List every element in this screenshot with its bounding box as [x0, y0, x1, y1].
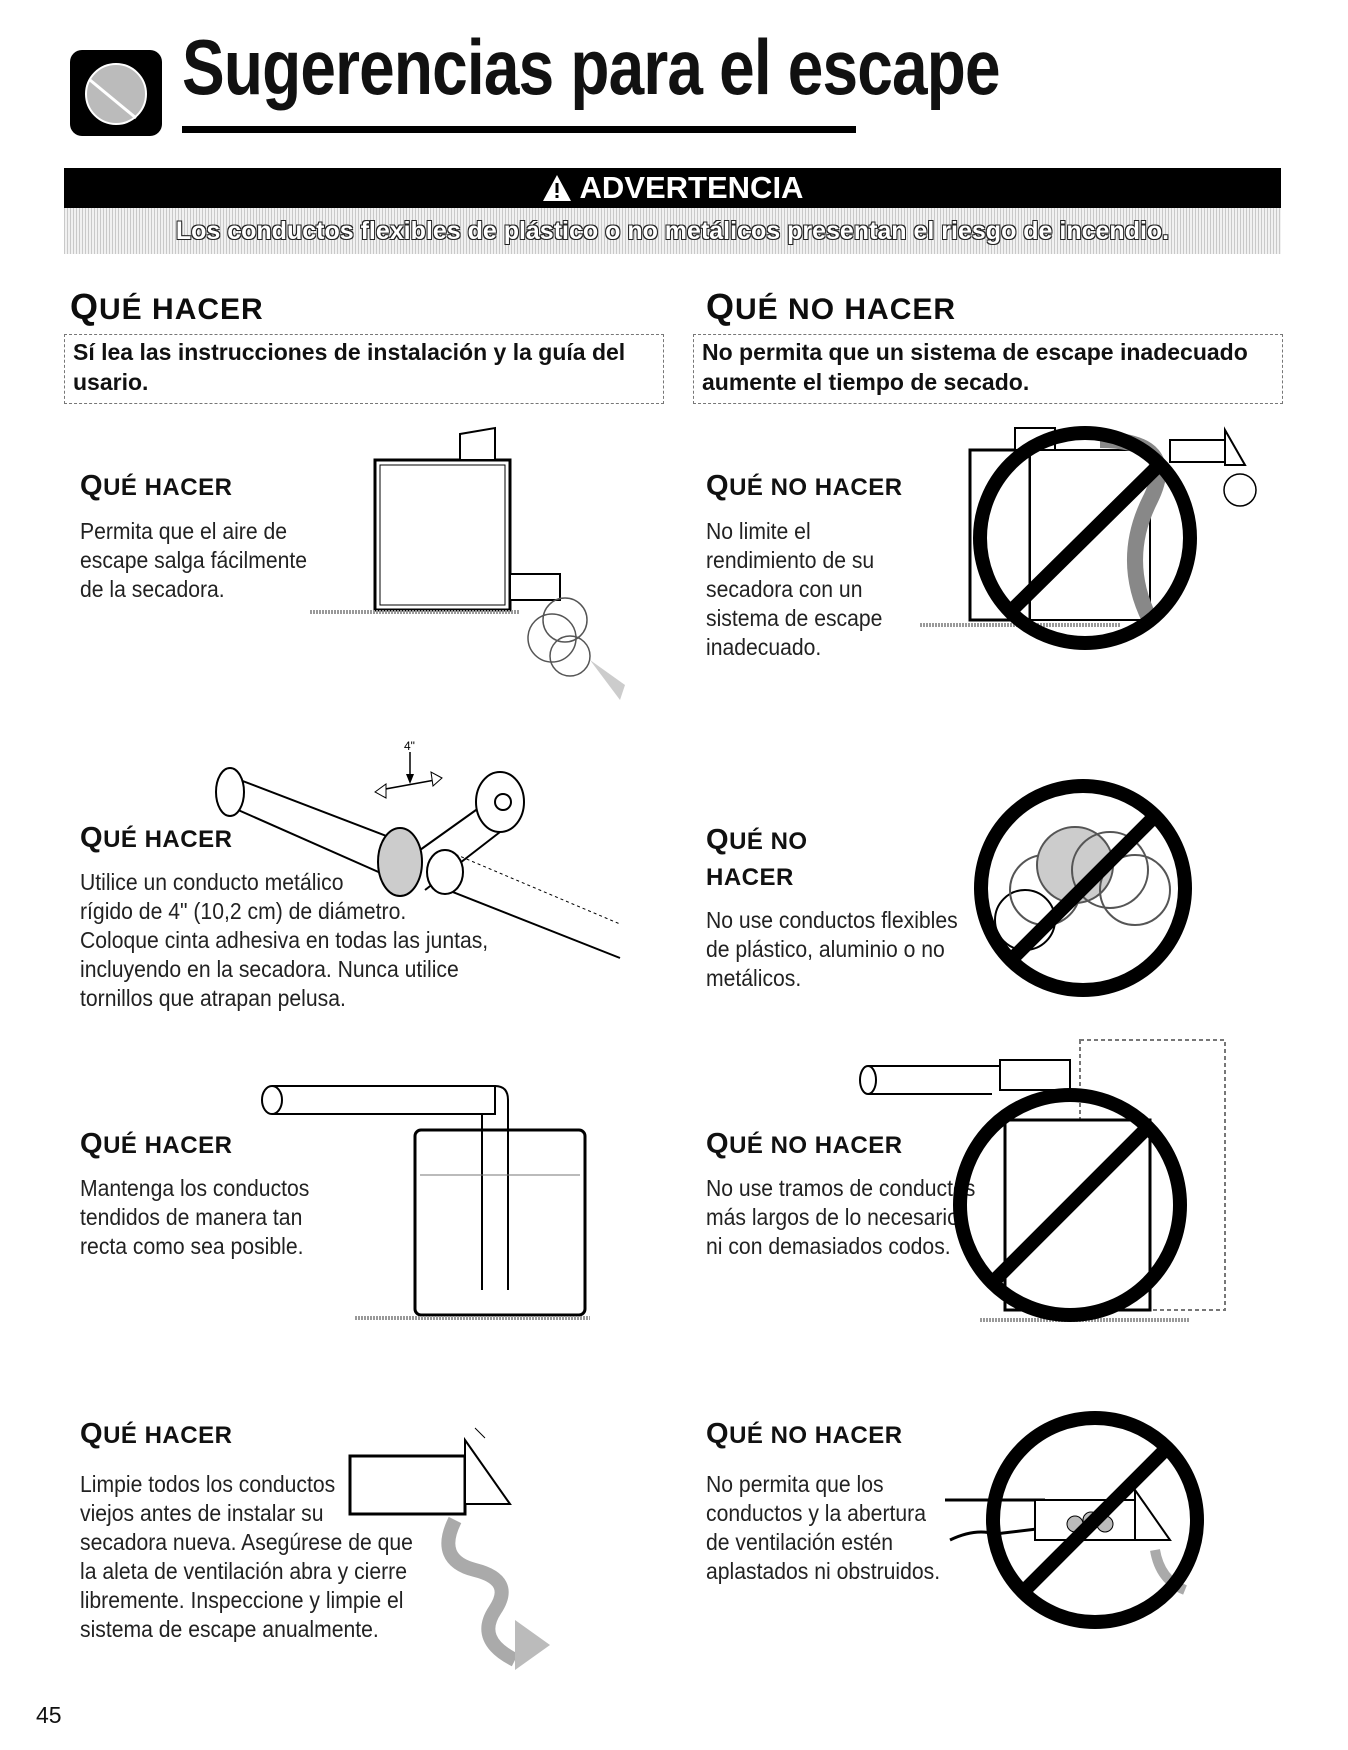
- dont-item-3-heading: QUÉ NO HACER: [706, 1128, 903, 1160]
- dont-item-4-text: No permita que los conductos y la abertura de ventilación estén aplastados ni obstruidos.: [706, 1471, 941, 1584]
- do-item-2-heading: QUÉ HACER: [80, 822, 233, 854]
- dont-item-2-heading: QUÉ NO HACER: [706, 824, 808, 891]
- dont-item-1-heading: QUÉ NO HACER: [706, 470, 903, 502]
- warning-triangle-icon: [542, 174, 572, 202]
- page-title: Sugerencias para el escape: [182, 23, 1000, 111]
- straight-duct-illustration: [260, 1080, 610, 1340]
- do-item-2-text: Utilice un conducto metálico rígido de 4" (10,2 cm) de diámetro. Coloque cinta adhesiva en todas las juntas, incluyendo en la secadora. Nunca utilice tornillos que atrapan pelusa.: [80, 869, 489, 1011]
- excess-elbows-prohibited-illustration: [860, 1030, 1230, 1340]
- do-section-box: Sí lea las instrucciones de instalación y la guía del usario.: [64, 334, 664, 404]
- dont-section-heading: QUÉ NO HACER: [706, 286, 957, 327]
- warning-header: [64, 168, 1281, 208]
- do-item-4-text: Limpie todos los conductos viejos antes de instalar su secadora nueva. Asegúrese de que la aleta de ventilación abra y cierre libremente. Inspeccione y limpie el sistema de escape anualmente.: [80, 1471, 413, 1642]
- vent-flap-illustration: [345, 1420, 625, 1660]
- dont-item-1-text: No limite el rendimiento de su secadora con un sistema de escape inadecuado.: [706, 518, 883, 660]
- duct-diameter-label: 4": [404, 739, 415, 753]
- do-item-1-heading: QUÉ HACER: [80, 470, 233, 502]
- page-number: 45: [36, 1702, 62, 1728]
- warning-message-strip: [64, 208, 1281, 254]
- crushed-duct-prohibited-illustration: [955, 1400, 1215, 1650]
- dryer-exhaust-illustration: [320, 420, 640, 720]
- do-section-heading: QUÉ HACER: [70, 286, 264, 327]
- do-item-3-text: Mantenga los conductos tendidos de manera tan recta como sea posible.: [80, 1175, 310, 1259]
- warning-label: ADVERTENCIA: [579, 170, 804, 205]
- dont-item-2-text: No use conductos flexibles de plástico, aluminio o no metálicos.: [706, 907, 958, 991]
- warning-message: Los conductos flexibles de plástico o no metálicos presentan el riesgo de incendio.: [175, 216, 1170, 245]
- page-logo-icon: [70, 50, 162, 136]
- rigid-duct-illustration: [220, 740, 640, 970]
- dont-section-box: No permita que un sistema de escape inadecuado aumente el tiempo de secado.: [693, 334, 1283, 404]
- do-item-4-heading: QUÉ HACER: [80, 1418, 233, 1450]
- inadequate-exhaust-prohibited-illustration: [920, 420, 1280, 650]
- do-item-1-text: Permita que el aire de escape salga fácilmente de la secadora.: [80, 518, 308, 602]
- title-underline: [182, 126, 856, 133]
- flexible-duct-prohibited-illustration: [965, 770, 1205, 1010]
- dont-item-3-text: No use tramos de conductos más largos de lo necesario ni con demasiados codos.: [706, 1175, 976, 1259]
- dont-item-4-heading: QUÉ NO HACER: [706, 1418, 903, 1450]
- do-item-3-heading: QUÉ HACER: [80, 1128, 233, 1160]
